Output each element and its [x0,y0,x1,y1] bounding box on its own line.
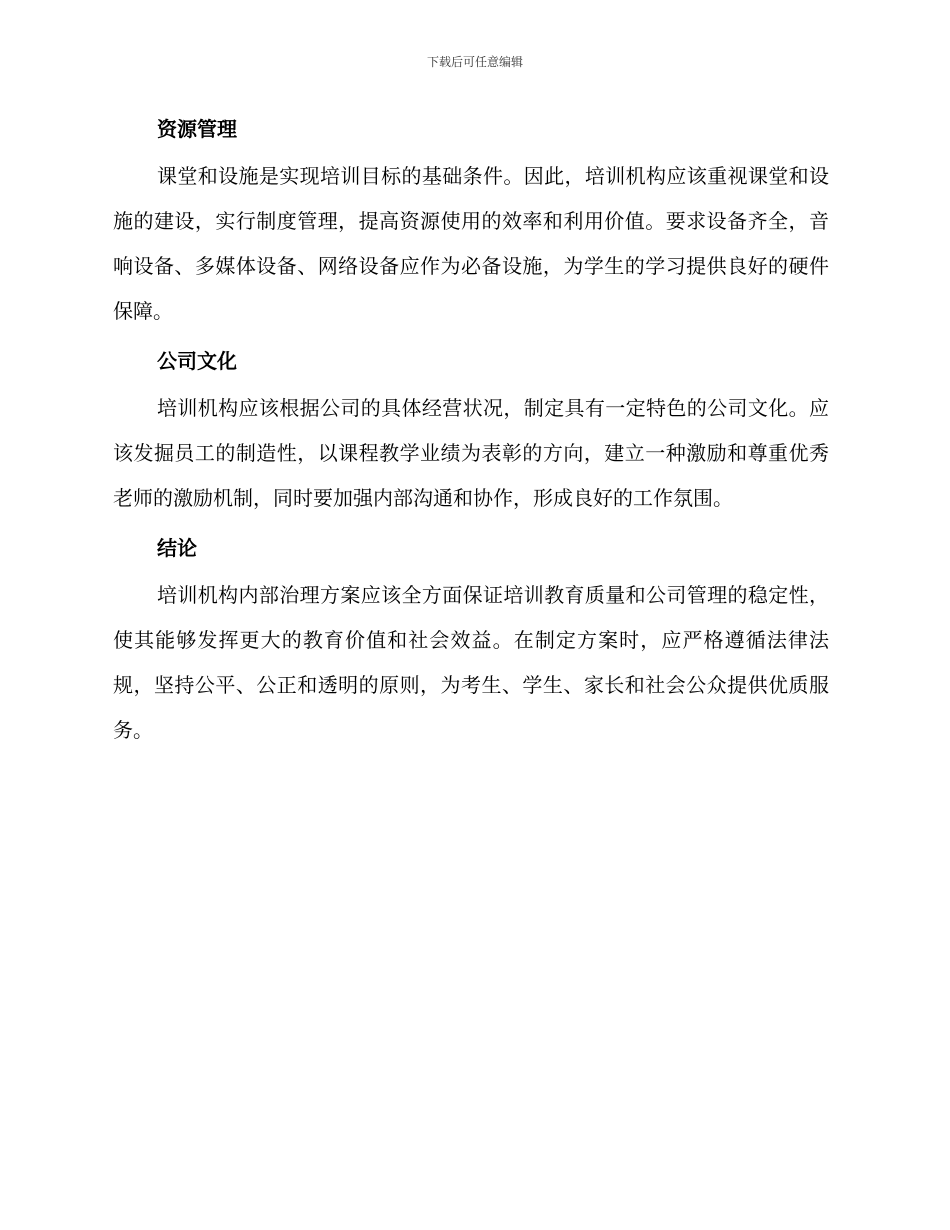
section-paragraph: 培训机构内部治理方案应该全方面保证培训教育质量和公司管理的稳定性，使其能够发挥更大的教育价值和社会效益。在制定方案时，应严格遵循法律法规，坚持公平、公正和透明的原则，为考生、学生、家长和社会公众提供优质服务。 [113,583,829,742]
section-company-culture [113,342,829,521]
section-heading: 资源管理 [157,117,237,141]
section-conclusion [113,529,829,753]
section-paragraph: 培训机构应该根据公司的具体经营状况，制定具有一定特色的公司文化。应该发掘员工的制造性，以课程教学业绩为表彰的方向，建立一种激励和尊重优秀老师的激励机制，同时要加强内部沟通和协作，形成良好的工作氛围。 [113,396,829,510]
document-body [113,110,829,761]
section-paragraph: 课堂和设施是实现培训目标的基础条件。因此，培训机构应该重视课堂和设施的建设，实行制度管理，提高资源使用的效率和利用价值。要求设备齐全，音响设备、多媒体设备、网络设备应作为必备设施，为学生的学习提供良好的硬件保障。 [113,164,829,323]
section-heading: 结论 [157,536,197,560]
section-heading: 公司文化 [157,349,237,373]
section-resource-management [113,110,829,334]
page-header: 下载后可任意编辑 [426,55,523,69]
